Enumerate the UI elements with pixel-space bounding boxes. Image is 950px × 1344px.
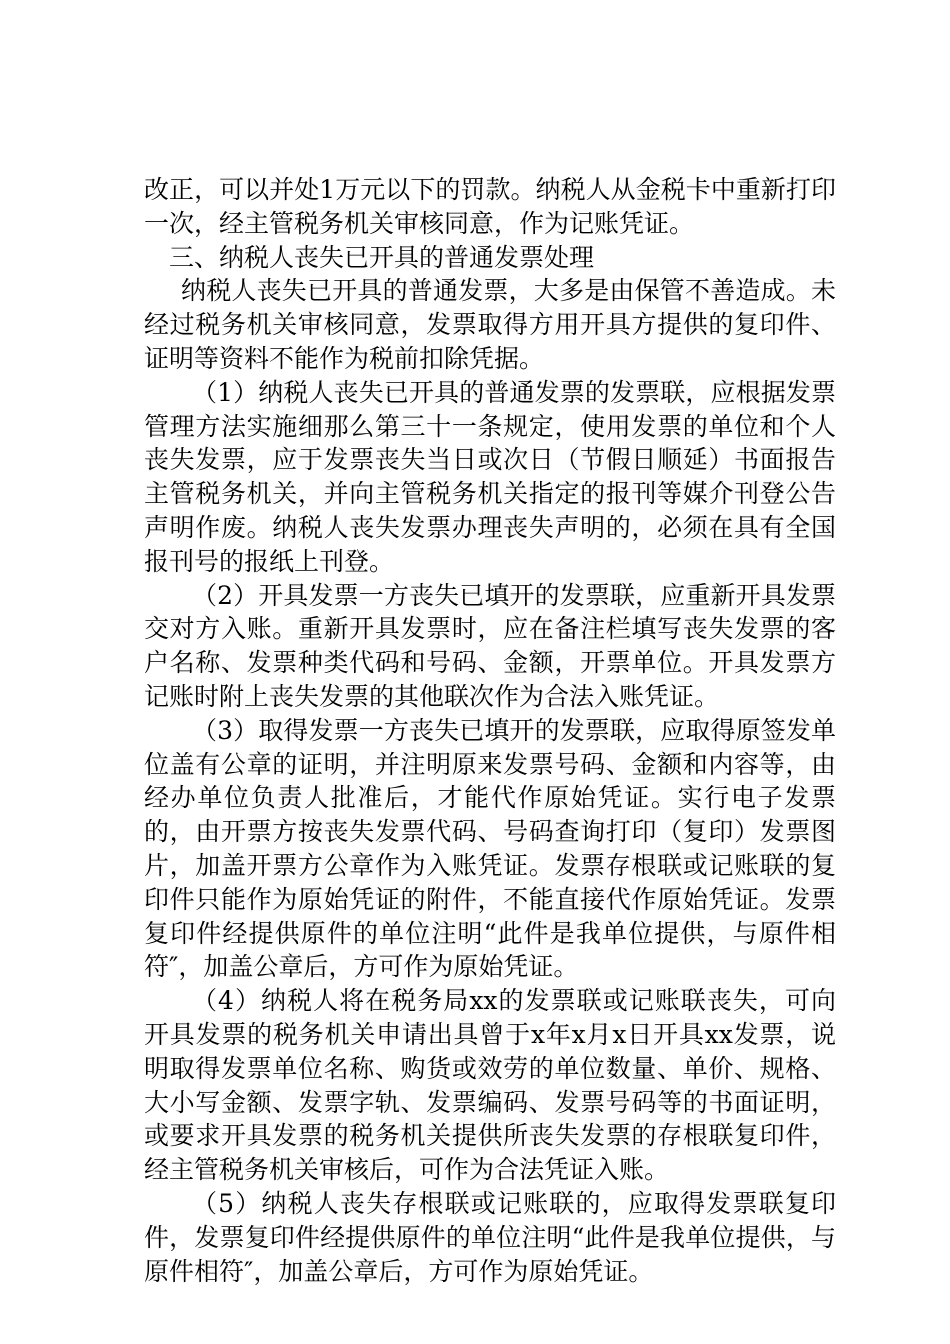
- list-item-2: （2）开具发票一方丧失已填开的发票联，应重新开具发票交对方入账。重新开具发票时，应在备注栏填写丧失发票的客户名称、发票种类代码和号码、金额，开票单位。开具发票方记账时附上丧失发票的其他联次作为合法入账凭证。: [144, 580, 836, 711]
- list-item-5: （5）纳税人丧失存根联或记账联的，应取得发票联复印件，发票复印件经提供原件的单位注明“此件是我单位提供，与原件相符″，加盖公章后，方可作为原始凭证。: [144, 1188, 836, 1286]
- list-item-4: （4）纳税人将在税务局xx的发票联或记账联丧失，可向开具发票的税务机关申请出具曾于x年x月x日开具xx发票，说明取得发票单位名称、购货或效劳的单位数量、单价、规格、大小写金额、发票字轨、发票编码、发票号码等的书面证明，或要求开具发票的税务机关提供所丧失发票的存根联复印件，经主管税务机关审核后，可作为合法凭证入账。: [144, 986, 836, 1185]
- document-body: [144, 173, 836, 1288]
- list-item-1: （1）纳税人丧失已开具的普通发票的发票联，应根据发票管理方法实施细那么第三十一条规定，使用发票的单位和个人丧失发票，应于发票丧失当日或次日（节假日顺延）书面报告主管税务机关，并向主管税务机关指定的报刊等媒介刊登公告声明作废。纳税人丧失发票办理丧失声明的，必须在具有全国报刊号的报纸上刊登。: [144, 377, 836, 576]
- intro-paragraph: 纳税人丧失已开具的普通发票，大多是由保管不善造成。未经过税务机关审核同意，发票取得方用开具方提供的复印件、证明等资料不能作为税前扣除凭据。: [144, 276, 836, 373]
- section-heading: 三、纳税人丧失已开具的普通发票处理: [169, 242, 595, 272]
- continuation-paragraph: 改正，可以并处1万元以下的罚款。纳税人从金税卡中重新打印一次，经主管税务机关审核同意，作为记账凭证。: [144, 175, 836, 238]
- list-item-3: （3）取得发票一方丧失已填开的发票联，应取得原签发单位盖有公章的证明，并注明原来发票号码、金额和内容等，由经办单位负责人批准后，才能代作原始凭证。实行电子发票的，由开票方按丧失发票代码、号码查询打印（复印）发票图片，加盖开票方公章作为入账凭证。发票存根联或记账联的复印件只能作为原始凭证的附件，不能直接代作原始凭证。发票复印件经提供原件的单位注明“此件是我单位提供，与原件相符″，加盖公章后，方可作为原始凭证。: [144, 715, 836, 982]
